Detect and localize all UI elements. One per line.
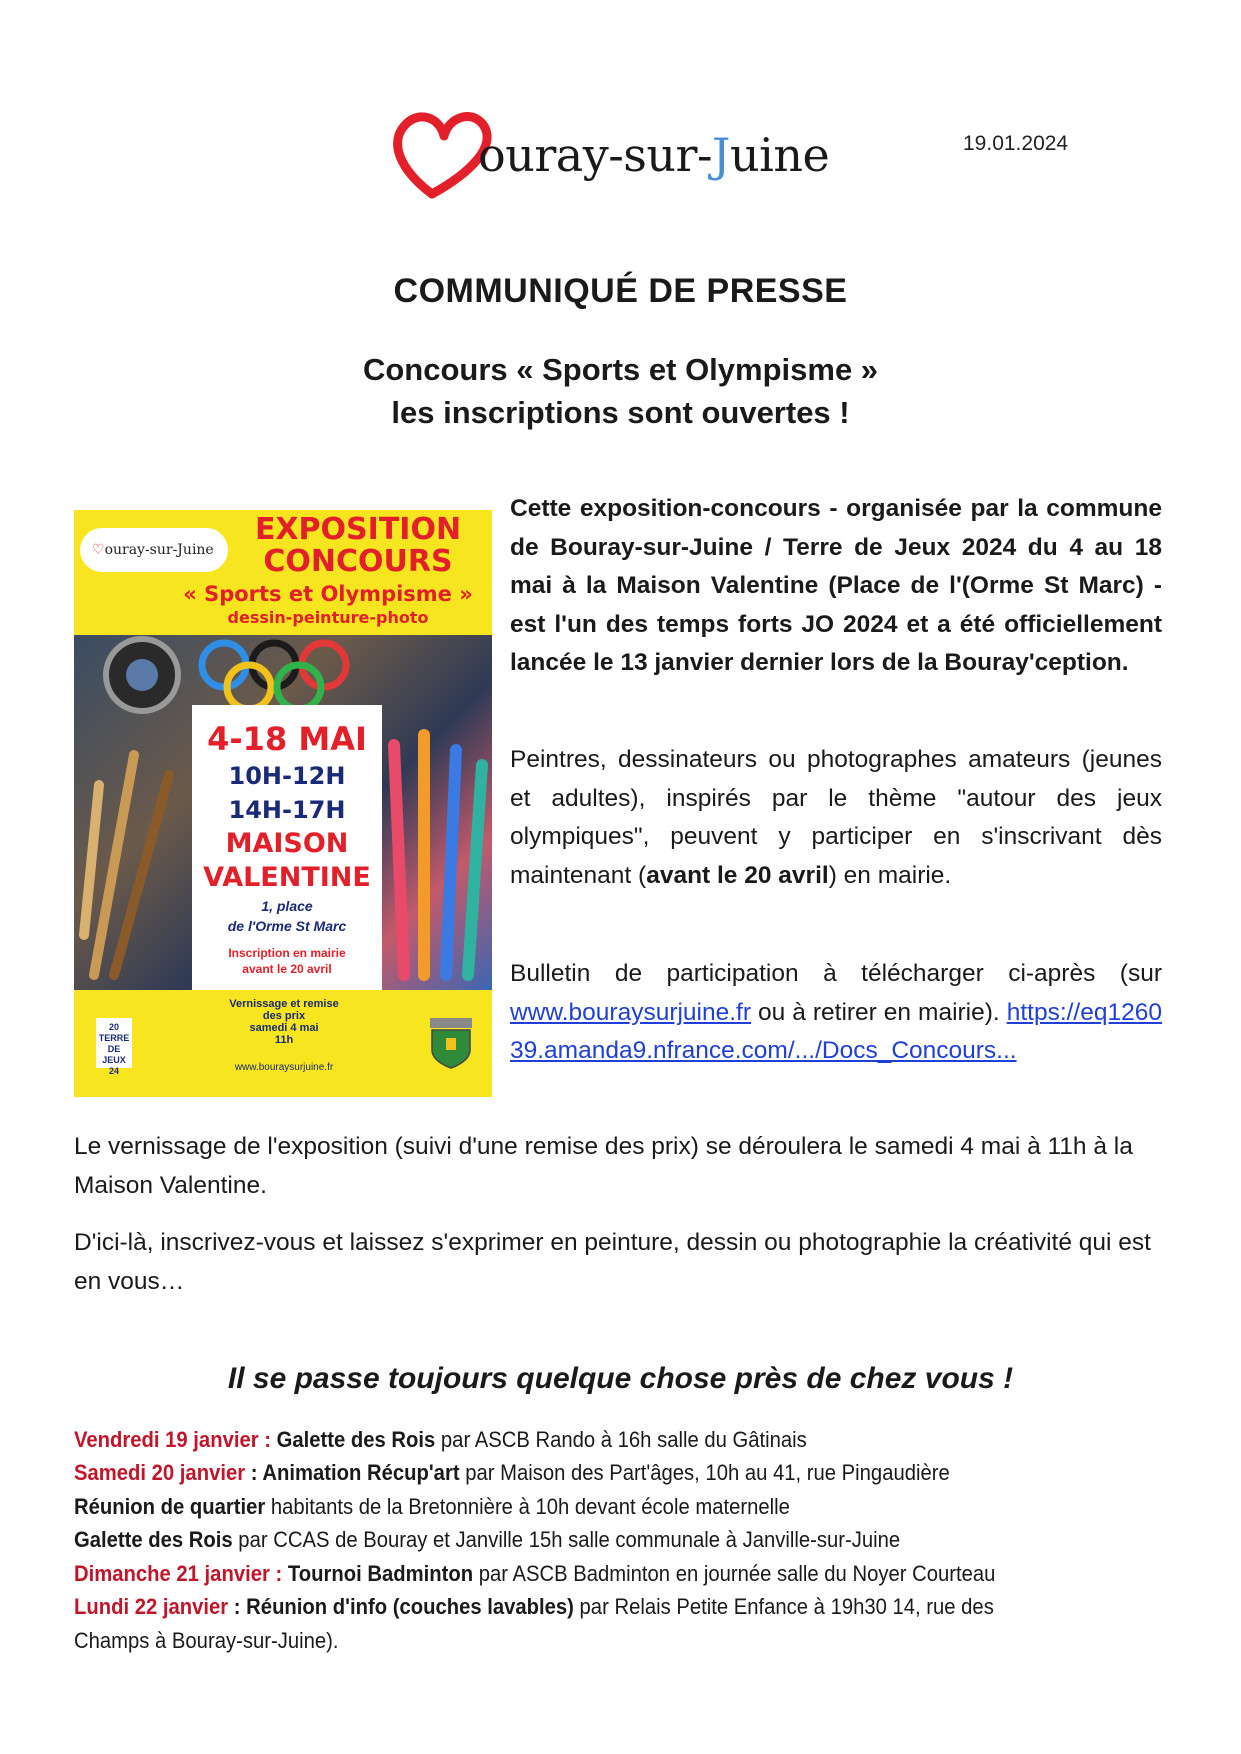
poster-place-line-2: VALENTINE	[203, 862, 371, 893]
poster-address-line-1: 1, place	[261, 898, 313, 914]
town-crest-icon	[426, 1016, 476, 1070]
heart-icon: ♡	[92, 542, 105, 558]
page-title: COMMUNIQUÉ DE PRESSE	[393, 272, 848, 310]
poster-place-line-1: MAISON	[225, 828, 349, 859]
paintbrushes-icon	[84, 755, 169, 975]
participation-paragraph: Peintres, dessinateurs ou photographes amateurs (jeunes et adultes), inspirés par le thème "autour des jeux olympiques", peuvent y participer en s'inscrivant dès maintenant (avant le 20 avril) en mairie.	[510, 746, 1162, 889]
deadline-highlight: avant le 20 avril	[646, 861, 829, 889]
poster-hours-afternoon: 14H-17H	[228, 796, 346, 824]
bulletin-download-link[interactable]: https://eq126039.amanda9.nfrance.com/.../Docs_Concours...	[510, 998, 1162, 1064]
poster-techniques: dessin-peinture-photo	[227, 608, 429, 627]
poster-theme: « Sports et Olympisme »	[183, 582, 473, 606]
document-date: 19.01.2024	[963, 132, 1069, 155]
colored-pencils-icon	[394, 735, 482, 975]
poster-vernissage-line-1: Vernissage et remise	[229, 998, 339, 1010]
heart-icon	[398, 117, 487, 194]
intro-paragraph: Cette exposition-concours - organisée par la commune de Bouray-sur-Juine / Terre de Jeux 2024 du 4 au 18 mai à la Maison Valentine (Place de l'(Orme St Marc) - est l'un des temps forts JO 2024 et a été officiellement lancée le 13 janvier dernier lors de la Bouray'ception.	[510, 495, 1162, 676]
event-item: Réunion de quartier habitants de la Bretonnière à 10h devant école maternelle	[74, 1494, 790, 1519]
logo-wordmark	[478, 128, 829, 182]
event-item: Vendredi 19 janvier : Galette des Rois par ASCB Rando à 16h salle du Gâtinais	[74, 1427, 807, 1452]
poster-expo-line-1: EXPOSITION	[254, 512, 462, 547]
poster-dates: 4-18 MAI	[207, 720, 367, 758]
event-item: Samedi 20 janvier : Animation Récup'art par Maison des Part'âges, 10h au 41, rue Pingaudière	[74, 1460, 950, 1485]
poster-vernissage-line-2: des prix	[262, 1010, 306, 1022]
poster-inscription-line-1: Inscription en mairie	[228, 946, 346, 960]
olympic-rings-icon	[202, 643, 346, 709]
poster-expo-title	[224, 514, 492, 578]
event-item-continuation: Champs à Bouray-sur-Juine).	[74, 1628, 339, 1653]
subtitle-line-2: les inscriptions sont ouvertes !	[391, 395, 850, 430]
logo-text-a: ouray-sur-	[478, 128, 713, 182]
tagline: Il se passe toujours quelque chose près de chez vous !	[227, 1362, 1014, 1395]
subtitle	[0, 348, 1241, 434]
logo-text-b: uine	[729, 128, 830, 182]
closing-paragraph: D'ici-là, inscrivez-vous et laissez s'exprimer en peinture, dessin ou photographie la créativité qui est en vous…	[74, 1229, 1151, 1295]
event-item: Dimanche 21 janvier : Tournoi Badminton par ASCB Badminton en journée salle du Noyer Courteau	[74, 1561, 996, 1586]
poster-expo-line-2: CONCOURS	[263, 544, 453, 579]
event-item: Galette des Rois par CCAS de Bouray et Janville 15h salle communale à Janville-sur-Juine	[74, 1527, 901, 1552]
exhibition-poster	[74, 510, 492, 1097]
poster-address-line-2: de l'Orme St Marc	[227, 918, 347, 934]
poster-logo: ♡ouray-sur-Juine	[80, 528, 228, 572]
website-link[interactable]: www.bouraysurjuine.fr	[510, 998, 752, 1026]
poster-website: www.bouraysurjuine.fr	[234, 1062, 334, 1073]
terre-de-jeux-badge: 20 TERRE DE JEUX 24	[96, 1018, 132, 1068]
bulletin-paragraph: Bulletin de participation à télécharger ci-après (sur www.bouraysurjuine.fr ou à retirer en mairie). https://eq126039.amanda9.nfrance.com/.../Docs_Concours...	[510, 960, 1162, 1064]
subtitle-line-1: Concours « Sports et Olympisme »	[362, 352, 879, 387]
poster-vernissage-line-3: samedi 4 mai	[249, 1022, 319, 1034]
poster-inscription-line-2: avant le 20 avril	[242, 962, 332, 976]
vernissage-paragraph: Le vernissage de l'exposition (suivi d'une remise des prix) se déroulera le samedi 4 mai à 11h à la Maison Valentine.	[74, 1133, 1133, 1199]
poster-hours-morning: 10H-12H	[228, 762, 346, 790]
poster-vernissage-line-4: 11h	[274, 1034, 294, 1046]
event-item: Lundi 22 janvier : Réunion d'info (couches lavables) par Relais Petite Enfance à 19h30 14, rue des	[74, 1594, 994, 1619]
logo-text-j: J	[712, 128, 730, 182]
